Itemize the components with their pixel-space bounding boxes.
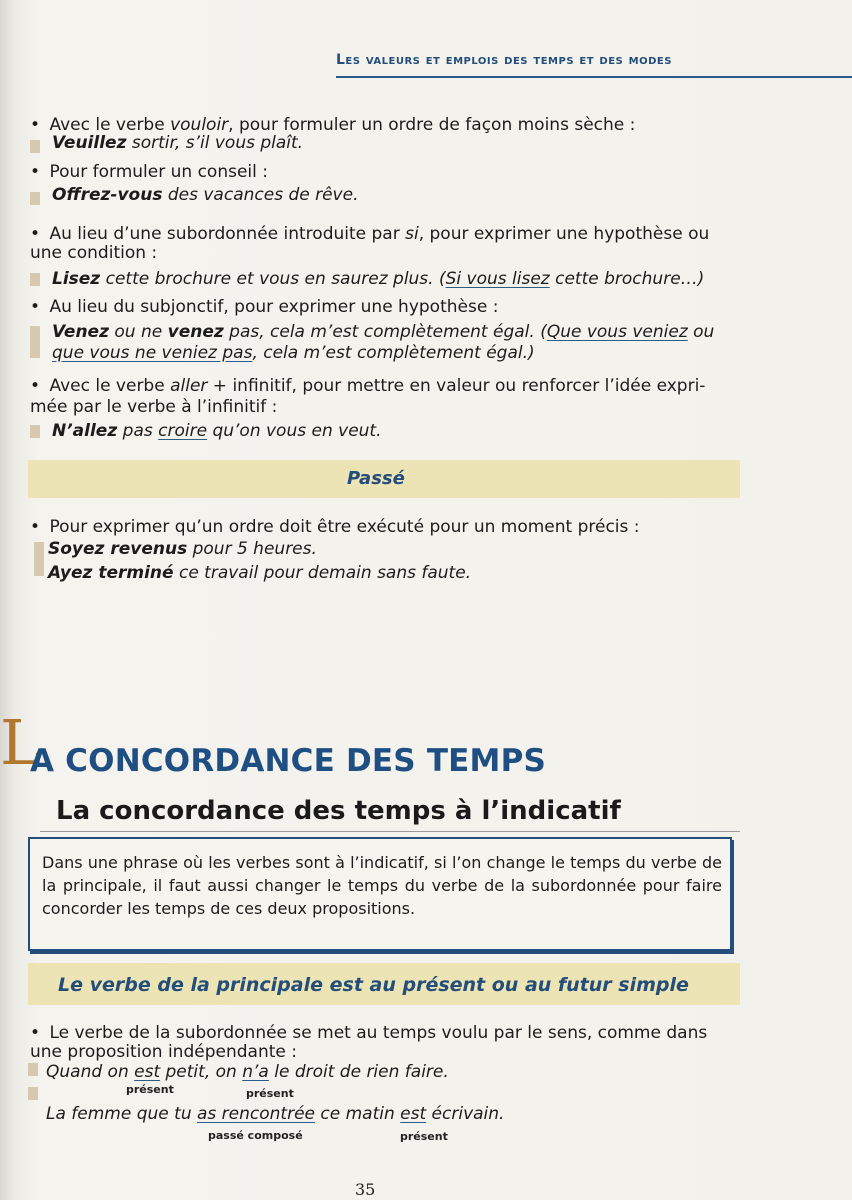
example-line: Venez ou ne venez pas, cela m’est complètement égal. (Que vous veniez ou bbox=[52, 322, 715, 342]
running-header bbox=[336, 50, 852, 78]
example-marker bbox=[28, 1087, 38, 1100]
example-line: Soyez revenus pour 5 heures. bbox=[48, 539, 317, 559]
list-item: • Pour exprimer qu’un ordre doit être exécuté pour un moment précis : bbox=[30, 517, 640, 537]
list-item: • Au lieu du subjonctif, pour exprimer une hypothèse : bbox=[30, 297, 498, 317]
section-heading: La concordance des temps à l’indicatif bbox=[56, 796, 621, 826]
example-marker bbox=[34, 542, 44, 576]
list-item: • Pour formuler un conseil : bbox=[30, 162, 268, 182]
example-marker bbox=[30, 425, 40, 438]
rule-text: Dans une phrase où les verbes sont à l’indicatif, si l’on change le temps du verbe de la principale, il faut aussi changer le temps du verbe de la subordonnée pour faire concorder les temps de ces deux propositions. bbox=[42, 853, 722, 918]
example-marker bbox=[30, 273, 40, 286]
tense-label: passé composé bbox=[208, 1129, 303, 1142]
example-marker bbox=[30, 326, 40, 358]
heading-rule bbox=[40, 831, 740, 832]
example-line: La femme que tu as rencontrée ce matin est écrivain. bbox=[46, 1104, 505, 1124]
example-line: Ayez terminé ce travail pour demain sans faute. bbox=[48, 563, 472, 583]
rule-box bbox=[28, 837, 732, 951]
example-marker bbox=[30, 140, 40, 153]
example-marker bbox=[28, 1063, 38, 1076]
example-marker bbox=[30, 192, 40, 205]
example-line: Quand on est petit, on n’a le droit de rien faire. bbox=[46, 1062, 449, 1082]
chapter-initial: L bbox=[0, 706, 42, 779]
example-line: que vous ne veniez pas, cela m’est complètement égal.) bbox=[52, 343, 535, 363]
tense-label: présent bbox=[246, 1087, 294, 1100]
list-item-continuation: une proposition indépendante : bbox=[30, 1042, 297, 1062]
list-item: • Avec le verbe aller + infinitif, pour mettre en valeur ou renforcer l’idée expri- bbox=[30, 376, 705, 396]
example-line: N’allez pas croire qu’on vous en veut. bbox=[52, 421, 382, 441]
list-item: • Avec le verbe vouloir, pour formuler un ordre de façon moins sèche : bbox=[30, 115, 635, 135]
section-title: Le verbe de la principale est au présent ou au futur simple bbox=[58, 974, 689, 996]
chapter-title: A CONCORDANCE DES TEMPS bbox=[30, 743, 547, 779]
page-number: 35 bbox=[355, 1180, 376, 1199]
tense-label: présent bbox=[126, 1083, 174, 1096]
tense-label: présent bbox=[400, 1130, 448, 1143]
section-title: Passé bbox=[347, 468, 405, 489]
list-item: • Le verbe de la subordonnée se met au temps voulu par le sens, comme dans bbox=[30, 1023, 707, 1043]
list-item-continuation: une condition : bbox=[30, 243, 158, 263]
header-title: Les valeurs et emplois des temps et des modes bbox=[336, 52, 672, 68]
list-item: • Au lieu d’une subordonnée introduite par si, pour exprimer une hypothèse ou bbox=[30, 224, 709, 244]
example-line: Offrez-vous des vacances de rêve. bbox=[52, 185, 359, 205]
example-line: Lisez cette brochure et vous en saurez plus. (Si vous lisez cette brochure…) bbox=[52, 269, 705, 289]
list-item-continuation: mée par le verbe à l’infinitif : bbox=[30, 397, 278, 417]
example-line: Veuillez sortir, s’il vous plaît. bbox=[52, 133, 304, 153]
